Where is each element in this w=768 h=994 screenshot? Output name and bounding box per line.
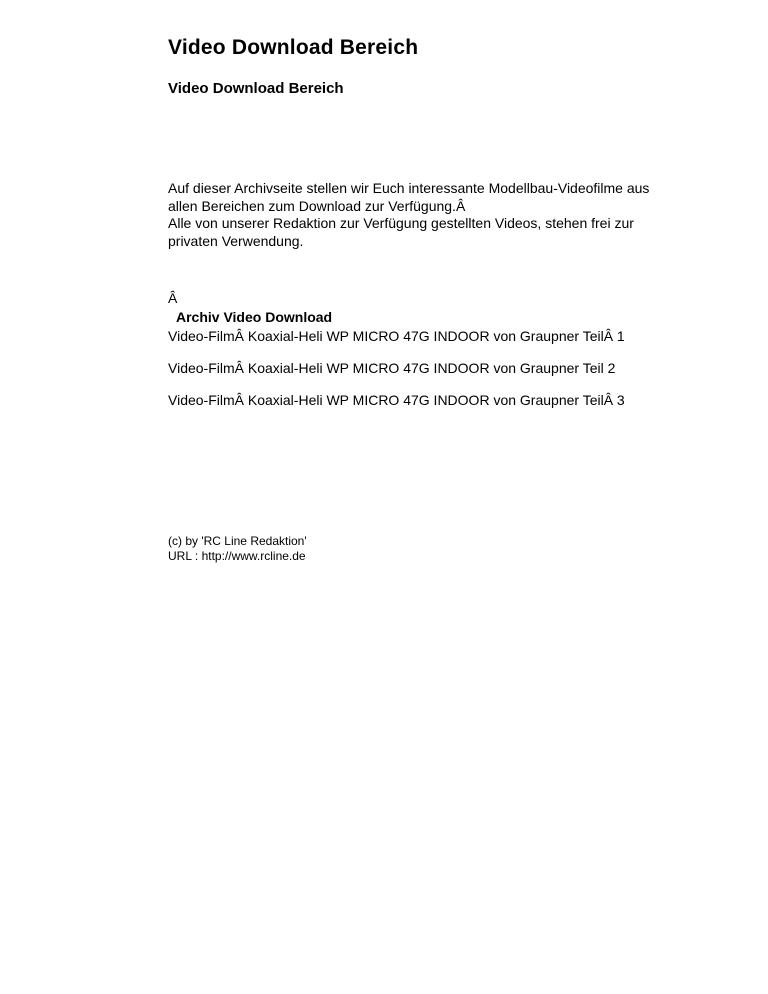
- video-item-3: Video-FilmÂ Koaxial-Heli WP MICRO 47G INDOOR von Graupner TeilÂ 3: [168, 392, 625, 408]
- video-item-2: Video-FilmÂ Koaxial-Heli WP MICRO 47G INDOOR von Graupner Teil 2: [168, 360, 616, 376]
- page-title: Video Download Bereich: [168, 36, 419, 59]
- archive-section-heading: Archiv Video Download: [176, 309, 333, 325]
- intro-line-2: allen Bereichen zum Download zur Verfügung.Â: [168, 197, 466, 214]
- footer: [168, 534, 307, 564]
- intro-paragraph: [168, 180, 649, 250]
- intro-line-3: Alle von unserer Redaktion zur Verfügung gestellten Videos, stehen frei zur: [168, 215, 634, 231]
- page-subtitle: Video Download Bereich: [168, 80, 344, 97]
- copyright-text: (c) by 'RC Line Redaktion': [168, 534, 307, 548]
- spacer-character: Â: [168, 290, 178, 306]
- url-text: URL : http://www.rcline.de: [168, 549, 306, 563]
- intro-line-1: Auf dieser Archivseite stellen wir Euch interessante Modellbau-Videofilme aus: [168, 180, 650, 196]
- video-item-1: Video-FilmÂ Koaxial-Heli WP MICRO 47G INDOOR von Graupner TeilÂ 1: [168, 328, 625, 344]
- intro-line-4: privaten Verwendung.: [168, 232, 304, 249]
